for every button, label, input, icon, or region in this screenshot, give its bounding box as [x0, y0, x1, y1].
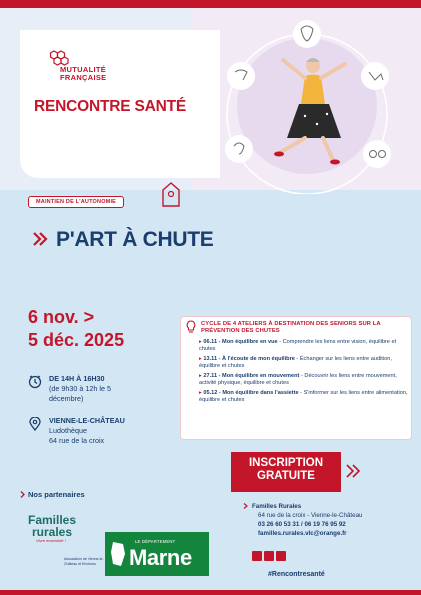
place-row: [28, 416, 127, 446]
marne-logo: [105, 532, 209, 576]
marne-map-icon: [109, 540, 127, 568]
fr-word2: rurales: [32, 525, 73, 539]
page-title: P'ART À CHUTE: [56, 228, 214, 251]
time-main: DE 14H À 16H30: [49, 374, 105, 383]
fr-word1: Familles: [28, 513, 77, 527]
event-type: RENCONTRE SANTÉ: [34, 98, 187, 115]
arrow-bullet-icon: ▸: [199, 390, 204, 396]
brand-name-line1: MUTUALITÉ: [60, 65, 107, 74]
registration-line1: INSCRIPTION: [248, 457, 324, 469]
workshop-item: [199, 356, 409, 370]
facebook-icon[interactable]: [252, 551, 262, 561]
partners-chevron-icon: [20, 491, 27, 498]
arrow-bullet-icon: ▸: [199, 356, 204, 362]
hexagon-logo-icon: [48, 50, 72, 66]
instagram-icon[interactable]: [276, 551, 286, 561]
workshops-heading: CYCLE DE 4 ATELIERS À DESTINATION DES SENIORS SUR LA PRÉVENTION DES CHUTES: [201, 321, 381, 334]
date-line-1: 6 nov. >: [28, 307, 95, 327]
contact-email[interactable]: familles.rurales.vlc@orange.fr: [258, 530, 347, 537]
brand-name-line2: FRANÇAISE: [60, 73, 107, 82]
workshop-item: [199, 373, 409, 387]
workshop-item: [199, 339, 409, 353]
contact-address: 64 rue de la croix - Vienne-le-Château: [258, 512, 363, 519]
decorative-chevrons-icon: [345, 464, 361, 478]
hashtag: #Rencontresanté: [268, 571, 325, 578]
event-dates: [28, 306, 124, 352]
workshops-list: [199, 339, 409, 407]
marne-name: Marne: [129, 545, 192, 570]
workshop-desc: - Découvrir les liens entre mouvement, activité physique, équilibre et chutes: [199, 373, 397, 386]
partners-label: Nos partenaires: [28, 490, 85, 499]
registration-badge: [231, 452, 341, 492]
contact-phones: 03 26 60 53 31 / 06 19 76 95 92: [258, 521, 346, 528]
illustration-senior-dancing: [205, 14, 415, 194]
social-icons: [252, 551, 286, 561]
arrow-bullet-icon: ▸: [199, 373, 204, 379]
place-text: [49, 416, 125, 446]
workshop-desc: - Comprendre les liens entre vision, équilibre et chutes: [199, 339, 397, 352]
time-row: [28, 374, 127, 404]
time-note: (de 9h30 à 12h le 5 décembre): [49, 384, 111, 403]
workshops-card: [180, 316, 412, 440]
chevron-right-icon: [32, 232, 48, 246]
arrow-bullet-icon: ▸: [199, 339, 204, 345]
workshop-title: 06.11 - Mon équilibre en vue: [203, 339, 278, 345]
small-chevron-icon: [243, 503, 249, 509]
fr-slogan: Vivre ensemble !: [36, 538, 66, 543]
date-line-2: 5 déc. 2025: [28, 330, 125, 350]
place-main: VIENNE-LE-CHÂTEAU: [49, 416, 125, 425]
top-red-bar: [0, 0, 421, 8]
workshop-desc: - S'informer sur les liens entre alimentation, équilibre et chutes: [199, 390, 408, 403]
autonomy-tag: MAINTIEN DE L'AUTONOMIE: [28, 196, 124, 208]
fr-association: Association de Vienne-le-Château et Environs: [64, 557, 104, 566]
lightbulb-icon: [185, 320, 197, 334]
schedule-block: [28, 374, 127, 458]
contact-block: [252, 502, 362, 538]
workshop-desc: - Échanger sur les liens entre audition, équilibre et chutes: [199, 356, 392, 369]
place-venue: Ludothèque: [49, 426, 87, 435]
workshop-title: 27.11 - Mon équilibre en mouvement: [203, 373, 300, 379]
workshop-item: [199, 390, 409, 404]
contact-org: Familles Rurales: [252, 503, 302, 510]
time-text: [49, 374, 127, 404]
marne-dep: LE DÉPARTEMENT: [135, 539, 176, 544]
clock-icon: [28, 375, 42, 389]
mutualite-francaise-logo: [48, 50, 118, 82]
workshop-title: 05.12 - Mon équilibre dans l'assiette: [203, 390, 299, 396]
tag-row: [28, 190, 124, 208]
registration-line2: GRATUITE: [257, 470, 315, 482]
house-icon: [160, 181, 182, 209]
map-pin-icon: [28, 417, 42, 431]
bottom-red-bar: [0, 590, 421, 595]
familles-rurales-logo: [28, 513, 104, 585]
workshop-title: 13.11 - À l'écoute de mon équilibre: [203, 356, 295, 362]
place-address: 64 rue de la croix: [49, 436, 105, 445]
youtube-icon[interactable]: [264, 551, 274, 561]
